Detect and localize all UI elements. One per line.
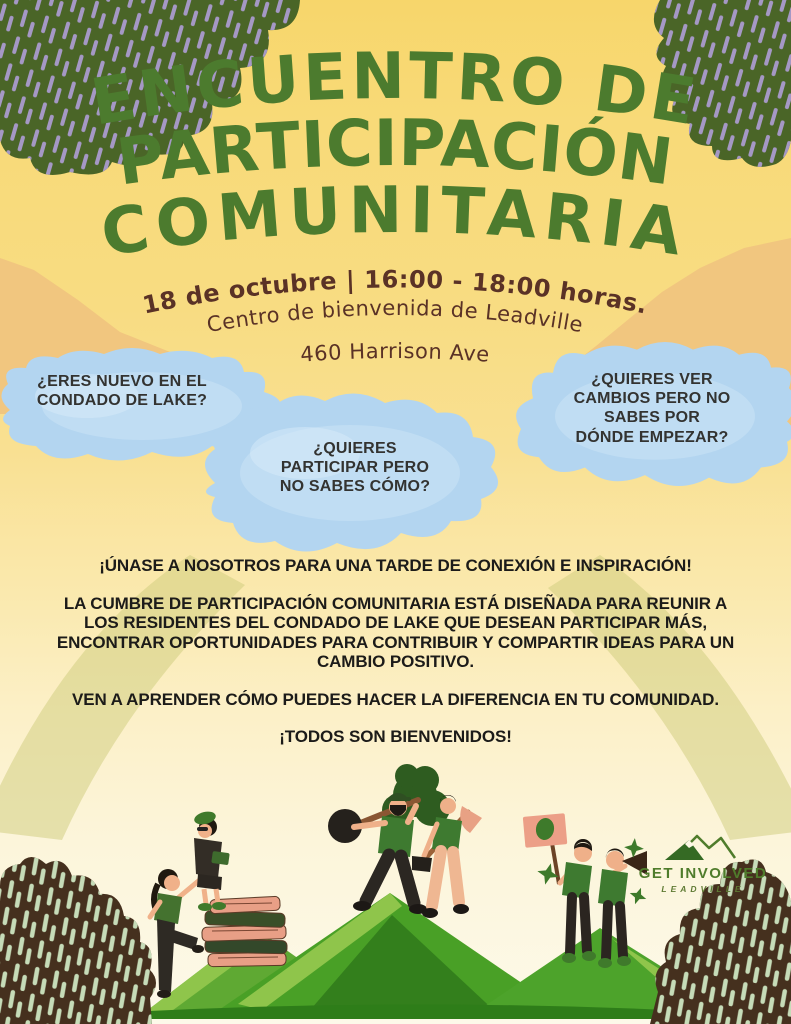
poster-title-line3: COMUNITARIA (96, 173, 694, 272)
poster-title-line1: ENCUENTRO DE (86, 39, 704, 141)
cloud-question-line: ¿ERES NUEVO EN EL (37, 373, 207, 390)
cloud-question-line: CAMBIOS PERO NO (573, 390, 731, 408)
welcome-paragraph (20, 727, 771, 747)
event-address: 460 Harrison Ave (299, 338, 491, 367)
cloud-question-line: PARTICIPAR PERO (280, 459, 430, 477)
body-line: LA CUMBRE DE PARTICIPACIÓN COMUNITARIA ESTÁ DISEÑADA PARA REUNIR A (63, 593, 728, 613)
question-cloud-center (185, 393, 515, 565)
cloud-question-line: SABES POR (603, 409, 701, 427)
logo-location: LEADVILLE (661, 884, 745, 894)
watering-can-icon (412, 856, 432, 872)
cloud-question-line: ¿QUIERES (313, 440, 397, 457)
description-paragraph (20, 594, 771, 672)
body-line: ¡TODOS SON BIENVENIDOS! (279, 727, 512, 747)
question-cloud-right (505, 342, 791, 502)
body-line: ENCONTRAR OPORTUNIDADES PARA CONTRIBUIR Y COMPARTIR IDEAS PARA UN (56, 632, 735, 652)
cloud-question-line: DÓNDE EMPEZAR? (575, 428, 729, 446)
body-line: CAMBIO POSITIVO. (316, 652, 475, 672)
poster-title-line2: PARTICIPACIÓN (112, 106, 678, 201)
body-line: ¡ÚNASE A NOSOTROS PARA UNA TARDE DE CONEXIÓN E INSPIRACIÓN! (99, 556, 692, 575)
logo-name: GET INVOLVED (638, 865, 768, 882)
body-copy (20, 556, 771, 765)
event-datetime: 18 de octubre | 16:00 - 18:00 horas. (140, 265, 650, 320)
mountain-logo-icon (665, 836, 735, 860)
event-venue: Centro de bienvenida de Leadville (204, 295, 586, 338)
cloud-question-line: NO SABES CÓMO? (279, 478, 431, 496)
intro-paragraph (20, 556, 771, 576)
body-line: VEN A APRENDER CÓMO PUEDES HACER LA DIFERENCIA EN TU COMUNIDAD. (72, 689, 719, 709)
call-to-action-paragraph (20, 690, 771, 710)
star-icon (627, 885, 650, 908)
illustration-helper-on-books (193, 810, 230, 911)
illustration-kid-with-sign (523, 813, 596, 963)
hill-illustration (0, 755, 791, 1024)
placard-icon (523, 813, 568, 848)
body-line: LOS RESIDENTES DEL CONDADO DE LAKE QUE DESEAN PARTICIPAR MÁS, (84, 613, 707, 633)
cloud-question-line: ¿QUIERES VER (591, 371, 713, 388)
shovel-icon (460, 806, 482, 833)
bush-bottom-left-icon (0, 857, 156, 1024)
cloud-question-line: CONDADO DE LAKE? (36, 392, 208, 410)
